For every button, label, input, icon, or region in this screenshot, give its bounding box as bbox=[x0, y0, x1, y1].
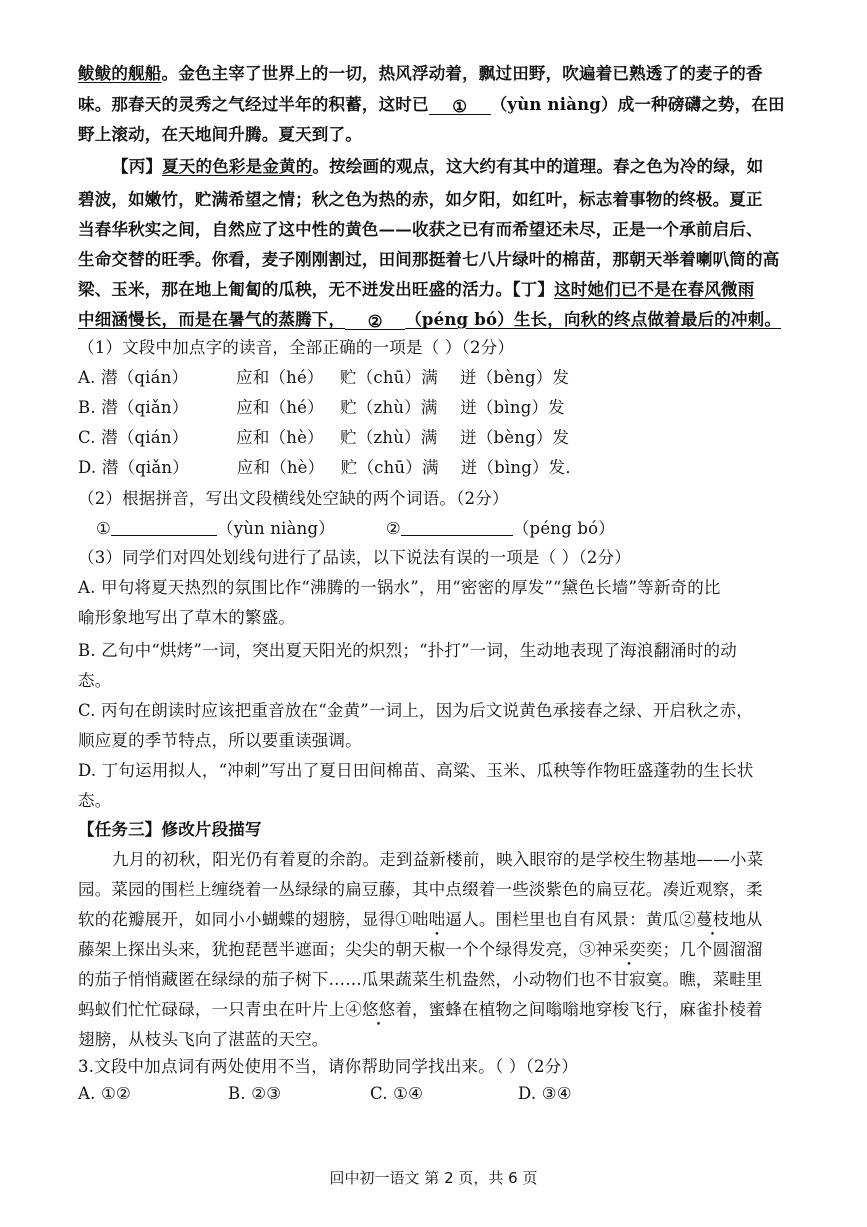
option-d-text[interactable]: D. 丁句运用拟人，“冲刺”写出了夏日田间棉苗、高粱、玉米、瓜秧等作物旺盛蓬勃的生长状 bbox=[78, 761, 754, 780]
passage-line: 翅膀，从枝头飞向了湛蓝的天空。 bbox=[78, 1030, 329, 1049]
pinyin-blank-row: ① （yùn niàng） ② （péng bó） bbox=[96, 519, 615, 538]
question-1-stem: （1）文段中加点字的读音，全部正确的一项是（ ）（2分） bbox=[78, 338, 515, 357]
option-c[interactable]: C. 潜（qián） 应和（hè） 贮（zhù）满 迸（bèng）发 bbox=[78, 428, 570, 447]
fill-blank-2[interactable]: ② bbox=[345, 312, 405, 330]
passage-line: 碧波，如嫩竹，贮满希望之情；秋之色为热的赤，如夕阳，如红叶，标志着事物的终极。夏正 bbox=[78, 190, 763, 209]
fill-blank-1[interactable]: ① bbox=[429, 97, 491, 115]
passage-line: 的茄子悄悄藏匿在绿绿的茄子树下……瓜果蔬菜生机盎然，小动物们也不甘寂寞。瞧，菜畦里 bbox=[78, 970, 763, 989]
option-b-text[interactable]: B. 乙句中“烘烤”一词，突出夏天阳光的炽烈；“扑打”一词，生动地表现了海浪翻涌时的动 bbox=[78, 641, 737, 660]
option-c[interactable]: C. ①④ bbox=[370, 1084, 424, 1103]
dotted-word-3: 神采奕奕 bbox=[595, 940, 663, 959]
dotted-word-2: 蔓枝 bbox=[695, 910, 730, 929]
option-d[interactable]: D. 潜（qiǎn） 应和（hè） 贮（chū）满 迸（bìng）发． bbox=[78, 458, 583, 477]
option-a-text[interactable]: A. 甲句将夏天热烈的氛围比作“沸腾的一锅水”，用“密密的厚发”“黛色长墙”等新奇的比 bbox=[78, 578, 721, 597]
passage-line: 藤架上探出头来，犹抱琵琶半遮面；尖尖的朝天椒一个个绿得发亮，③神采奕奕；几个圆溜溜 bbox=[78, 940, 763, 959]
question-4-options bbox=[78, 1084, 572, 1103]
dotted-word-1: 咄咄逼 bbox=[412, 910, 463, 929]
passage-line: 软的花瓣展开，如同小小蝴蝶的翅膀，显得①咄咄逼人。围栏里也自有风景：黄瓜②蔓枝地从 bbox=[78, 910, 763, 929]
question-4-stem: 3.文段中加点词有两处使用不当，请你帮助同学找出来。（ ）（2分） bbox=[78, 1057, 579, 1076]
question-3-stem: （3）同学们对四处划线句进行了品读，以下说法有误的一项是（ ）（2分） bbox=[78, 548, 631, 567]
option-b-text-cont: 态。 bbox=[78, 671, 112, 690]
passage-line: 蚂蚁们忙忙碌碌，一只青虫在叶片上④悠悠着，蜜蜂在植物之间嗡嗡地穿梭飞行，麻雀扑棱着 bbox=[78, 1000, 763, 1019]
option-a[interactable]: A. 潜（qián） 应和（hé） 贮（chū）满 迸（bèng）发 bbox=[78, 368, 570, 387]
option-c-text[interactable]: C. 丙句在朗读时应该把重音放在“金黄”一词上，因为后文说黄色承接春之绿、开启秋之赤， bbox=[78, 701, 753, 720]
passage-line: 梁、玉米，那在地上匍匐的瓜秧，无不迸发出旺盛的活力。【丁】这时她们已不是在春风微雨 bbox=[78, 280, 755, 299]
passage-line: 味。那春天的灵秀之气经过半年的积蓄，这时已 ① （yùn niàng）成一种磅礴之势，在田 bbox=[78, 95, 785, 116]
passage-line: 园。菜园的围栏上缠绕着一丛绿绿的扁豆藤，其中点缀着一些淡紫色的扁豆花。凑近观察，柔 bbox=[78, 880, 763, 899]
passage-line: 鲅鲅的舰船。金色主宰了世界上的一切，热风浮动着，飘过田野，吹遍着已熟透了的麦子的香 bbox=[78, 64, 763, 83]
option-b[interactable]: B. 潜（qiǎn） 应和（hé） 贮（zhù）满 迸（bìng）发 bbox=[78, 398, 565, 417]
passage-line: 生命交替的旺季。你看，麦子刚刚割过，田间那挺着七八片绿叶的棉苗，那朝天举着喇叭筒的高 bbox=[78, 250, 780, 269]
option-c-text-cont: 顺应夏的季节特点，所以要重读强调。 bbox=[78, 731, 362, 750]
option-a-text-cont: 喻形象地写出了草木的繁盛。 bbox=[78, 608, 296, 627]
passage-line: 【丙】夏天的色彩是金黄的。按绘画的观点，这大约有其中的道理。春之色为冷的绿，如 bbox=[112, 157, 764, 176]
underlined-sentence-ding: 这时她们已不是在春风微雨 bbox=[554, 280, 755, 299]
question-2-stem: （2）根据拼音，写出文段横线处空缺的两个词语。（2分） bbox=[78, 489, 509, 508]
answer-blank-2[interactable] bbox=[401, 519, 513, 537]
option-d-text-cont: 态。 bbox=[78, 791, 112, 810]
option-b[interactable]: B. ②③ bbox=[228, 1084, 282, 1103]
task-3-heading: 【任务三】修改片段描写 bbox=[78, 820, 262, 839]
passage-line: 野上滚动，在天地间升腾。夏天到了。 bbox=[78, 125, 362, 144]
passage-line: 九月的初秋，阳光仍有着夏的余韵。走到益新楼前，映入眼帘的是学校生物基地——小菜 bbox=[112, 850, 764, 869]
option-d[interactable]: D. ③④ bbox=[518, 1084, 572, 1103]
underlined-sentence-bing: 夏天的色彩是金黄的 bbox=[162, 157, 313, 176]
option-a[interactable]: A. ①② bbox=[78, 1084, 131, 1103]
dotted-word-4: 悠悠 bbox=[361, 1000, 396, 1019]
page-footer: 回中初一语文 第 2 页，共 6 页 bbox=[329, 1169, 538, 1187]
answer-blank-1[interactable] bbox=[111, 519, 217, 537]
passage-line: 当春华秋实之间，自然应了这中性的黄色——收获之已有而希望还未尽，正是一个承前启后、 bbox=[78, 220, 763, 239]
underlined-phrase: 鲅鲅的舰船 bbox=[78, 64, 162, 83]
passage-line: 中细涵慢长，而是在暑气的蒸腾下， ② （péng bó）生长，向秋的终点做着最后的冲刺。 bbox=[78, 310, 782, 331]
